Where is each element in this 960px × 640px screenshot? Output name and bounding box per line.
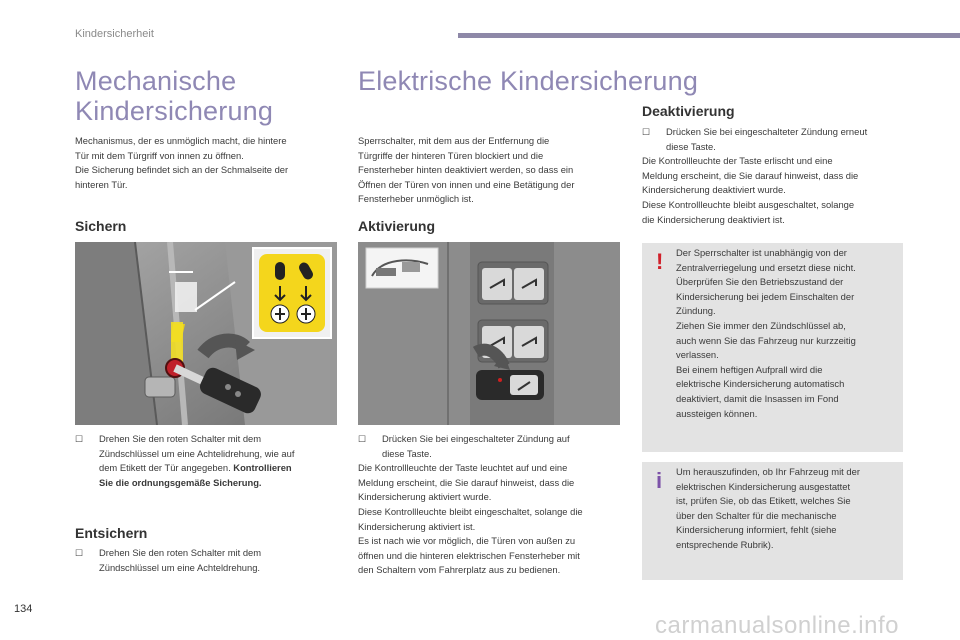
text-line: verlassen. xyxy=(676,349,719,361)
text-line: Kindersicherung aktiviert wurde. xyxy=(358,491,492,503)
text-line: Ziehen Sie immer den Zündschlüssel ab, xyxy=(676,319,846,331)
electric-title: Elektrische Kindersicherung xyxy=(358,66,699,96)
mechanical-title xyxy=(75,66,273,126)
text-line: Meldung erscheint, die Sie darauf hinweist, dass die xyxy=(642,169,859,181)
text-line: Kindersicherung informiert, fehlt (siehe xyxy=(676,524,837,536)
intro-line: Öffnen der Türen von innen und eine Betätigung der xyxy=(358,178,575,190)
text-line: Kindersicherung deaktiviert wurde. xyxy=(642,184,786,196)
aktivierung-text xyxy=(358,432,624,578)
mechanical-lock-photo xyxy=(75,242,337,425)
text-line: elektrische Kindersicherung automatisch xyxy=(676,378,845,390)
text-line: auch wenn Sie das Fahrzeug nur kurzzeitig xyxy=(676,334,856,346)
text-line: Drücken Sie bei eingeschalteter Zündung auf xyxy=(382,433,570,444)
text-line: Bei einem heftigen Aufprall wird die xyxy=(676,363,823,375)
deaktivierung-bullet xyxy=(642,125,908,154)
intro-line: Mechanismus, der es unmöglich macht, die hintere xyxy=(75,135,287,146)
text-line: Diese Kontrollleuchte bleibt ausgeschaltet, solange xyxy=(642,198,855,210)
text-line: aussteigen können. xyxy=(676,407,758,419)
window-switch-illustration xyxy=(358,242,620,425)
warning-box xyxy=(642,243,903,452)
intro-line: Die Sicherung befindet sich an der Schmalseite der xyxy=(75,164,289,176)
intro-line: hinteren Tür. xyxy=(75,178,128,190)
entsichern-bullet xyxy=(75,546,337,575)
text-line: Zentralverriegelung und ersetzt diese nicht. xyxy=(676,261,856,273)
text-line: elektrischen Kindersicherung ausgestattet xyxy=(676,480,851,492)
text-line: öffnen und die hinteren elektrischen Fensterheber mit xyxy=(358,549,580,561)
intro-line: Fensterheber hinten deaktiviert werden, so dass ein xyxy=(358,164,574,176)
warning-text xyxy=(676,246,856,421)
section-label: Kindersicherheit xyxy=(75,28,154,40)
text-line: Diese Kontrollleuchte bleibt eingeschaltet, solange die xyxy=(358,505,583,517)
info-box xyxy=(642,462,903,580)
aktivierung-heading: Aktivierung xyxy=(358,218,436,234)
sichern-bullet xyxy=(75,432,337,490)
sichern-instruction xyxy=(75,432,337,490)
door-edge-illustration xyxy=(75,242,337,425)
bullet-box-icon: ☐ xyxy=(75,434,84,444)
deaktivierung-heading: Deaktivierung xyxy=(642,103,735,119)
text-line: Kindersicherung bei jedem Einschalten der xyxy=(676,290,855,302)
sichern-heading: Sichern xyxy=(75,218,127,234)
text-line: Zündschlüssel um eine Achteldrehung. xyxy=(99,561,261,573)
bullet-box-icon: ☐ xyxy=(358,434,367,444)
text-line: Meldung erscheint, die Sie darauf hinweist, dass die xyxy=(358,476,575,488)
aktivierung-bullet xyxy=(358,432,624,461)
text-line: deaktiviert, damit die Insassen im Fond xyxy=(676,392,839,404)
page-number: 134 xyxy=(14,603,33,615)
emphasis-text: Sie die ordnungsgemäße Sicherung. xyxy=(99,476,262,488)
text-line: die Kindersicherung deaktiviert ist. xyxy=(642,213,785,225)
text-line: Der Sperrschalter ist unabhängig von der xyxy=(676,247,847,258)
text-line: Drehen Sie den roten Schalter mit dem xyxy=(99,547,262,558)
watermark: carmanualsonline.info xyxy=(655,612,899,639)
text-line: Die Kontrollleuchte der Taste erlischt und eine xyxy=(642,155,833,167)
text-line: Die Kontrollleuchte der Taste leuchtet auf und eine xyxy=(358,462,568,474)
switch-panel-photo xyxy=(358,242,620,425)
text-line: dem Etikett der Tür angegeben. xyxy=(99,462,231,474)
text-line: Überprüfen Sie den Betriebszustand der xyxy=(676,276,844,288)
warning-icon: ! xyxy=(656,249,664,274)
emphasis-text: Kontrollieren xyxy=(233,462,292,474)
text-line: Zündschlüssel um eine Achtelidrehung, wie auf xyxy=(99,447,295,459)
intro-line: Sperrschalter, mit dem aus der Entfernung die xyxy=(358,135,550,146)
text-line: den Schaltern vom Fahrerplatz aus zu bedienen. xyxy=(358,564,561,576)
electric-intro xyxy=(358,134,624,207)
mechanical-intro xyxy=(75,134,335,192)
text-line: Drehen Sie den roten Schalter mit dem xyxy=(99,433,262,444)
text-line: Zündung. xyxy=(676,305,716,317)
mechanical-title-line2: Kindersicherung xyxy=(75,96,274,126)
text-line: ist, prüfen Sie, ob das Etikett, welches Sie xyxy=(676,495,851,507)
deaktivierung-text xyxy=(642,125,908,227)
mechanical-title-line1: Mechanische xyxy=(75,66,237,96)
intro-line: Tür mit dem Türgriff von innen zu öffnen. xyxy=(75,149,244,161)
text-line: Drücken Sie bei eingeschalteter Zündung erneut xyxy=(666,126,868,137)
intro-line: Fensterheber unmöglich ist. xyxy=(358,193,474,205)
text-line: diese Taste. xyxy=(666,140,716,152)
info-icon: i xyxy=(656,468,663,493)
text-line: diese Taste. xyxy=(382,447,432,459)
text-line: Kindersicherung aktiviert ist. xyxy=(358,520,476,532)
bullet-box-icon: ☐ xyxy=(75,548,84,558)
text-line: Um herauszufinden, ob Ihr Fahrzeug mit der xyxy=(676,466,860,477)
intro-line: Türgriffe der hinteren Türen blockiert und die xyxy=(358,149,544,161)
entsichern-heading: Entsichern xyxy=(75,525,148,541)
text-line: Es ist nach wie vor möglich, die Türen von außen zu xyxy=(358,535,576,547)
text-line: entsprechende Rubrik). xyxy=(676,538,774,550)
info-text xyxy=(676,465,860,553)
header-bar xyxy=(458,33,960,38)
text-line: über den Schalter für die mechanische xyxy=(676,509,837,521)
entsichern-instruction xyxy=(75,546,337,575)
bullet-box-icon: ☐ xyxy=(642,127,651,137)
